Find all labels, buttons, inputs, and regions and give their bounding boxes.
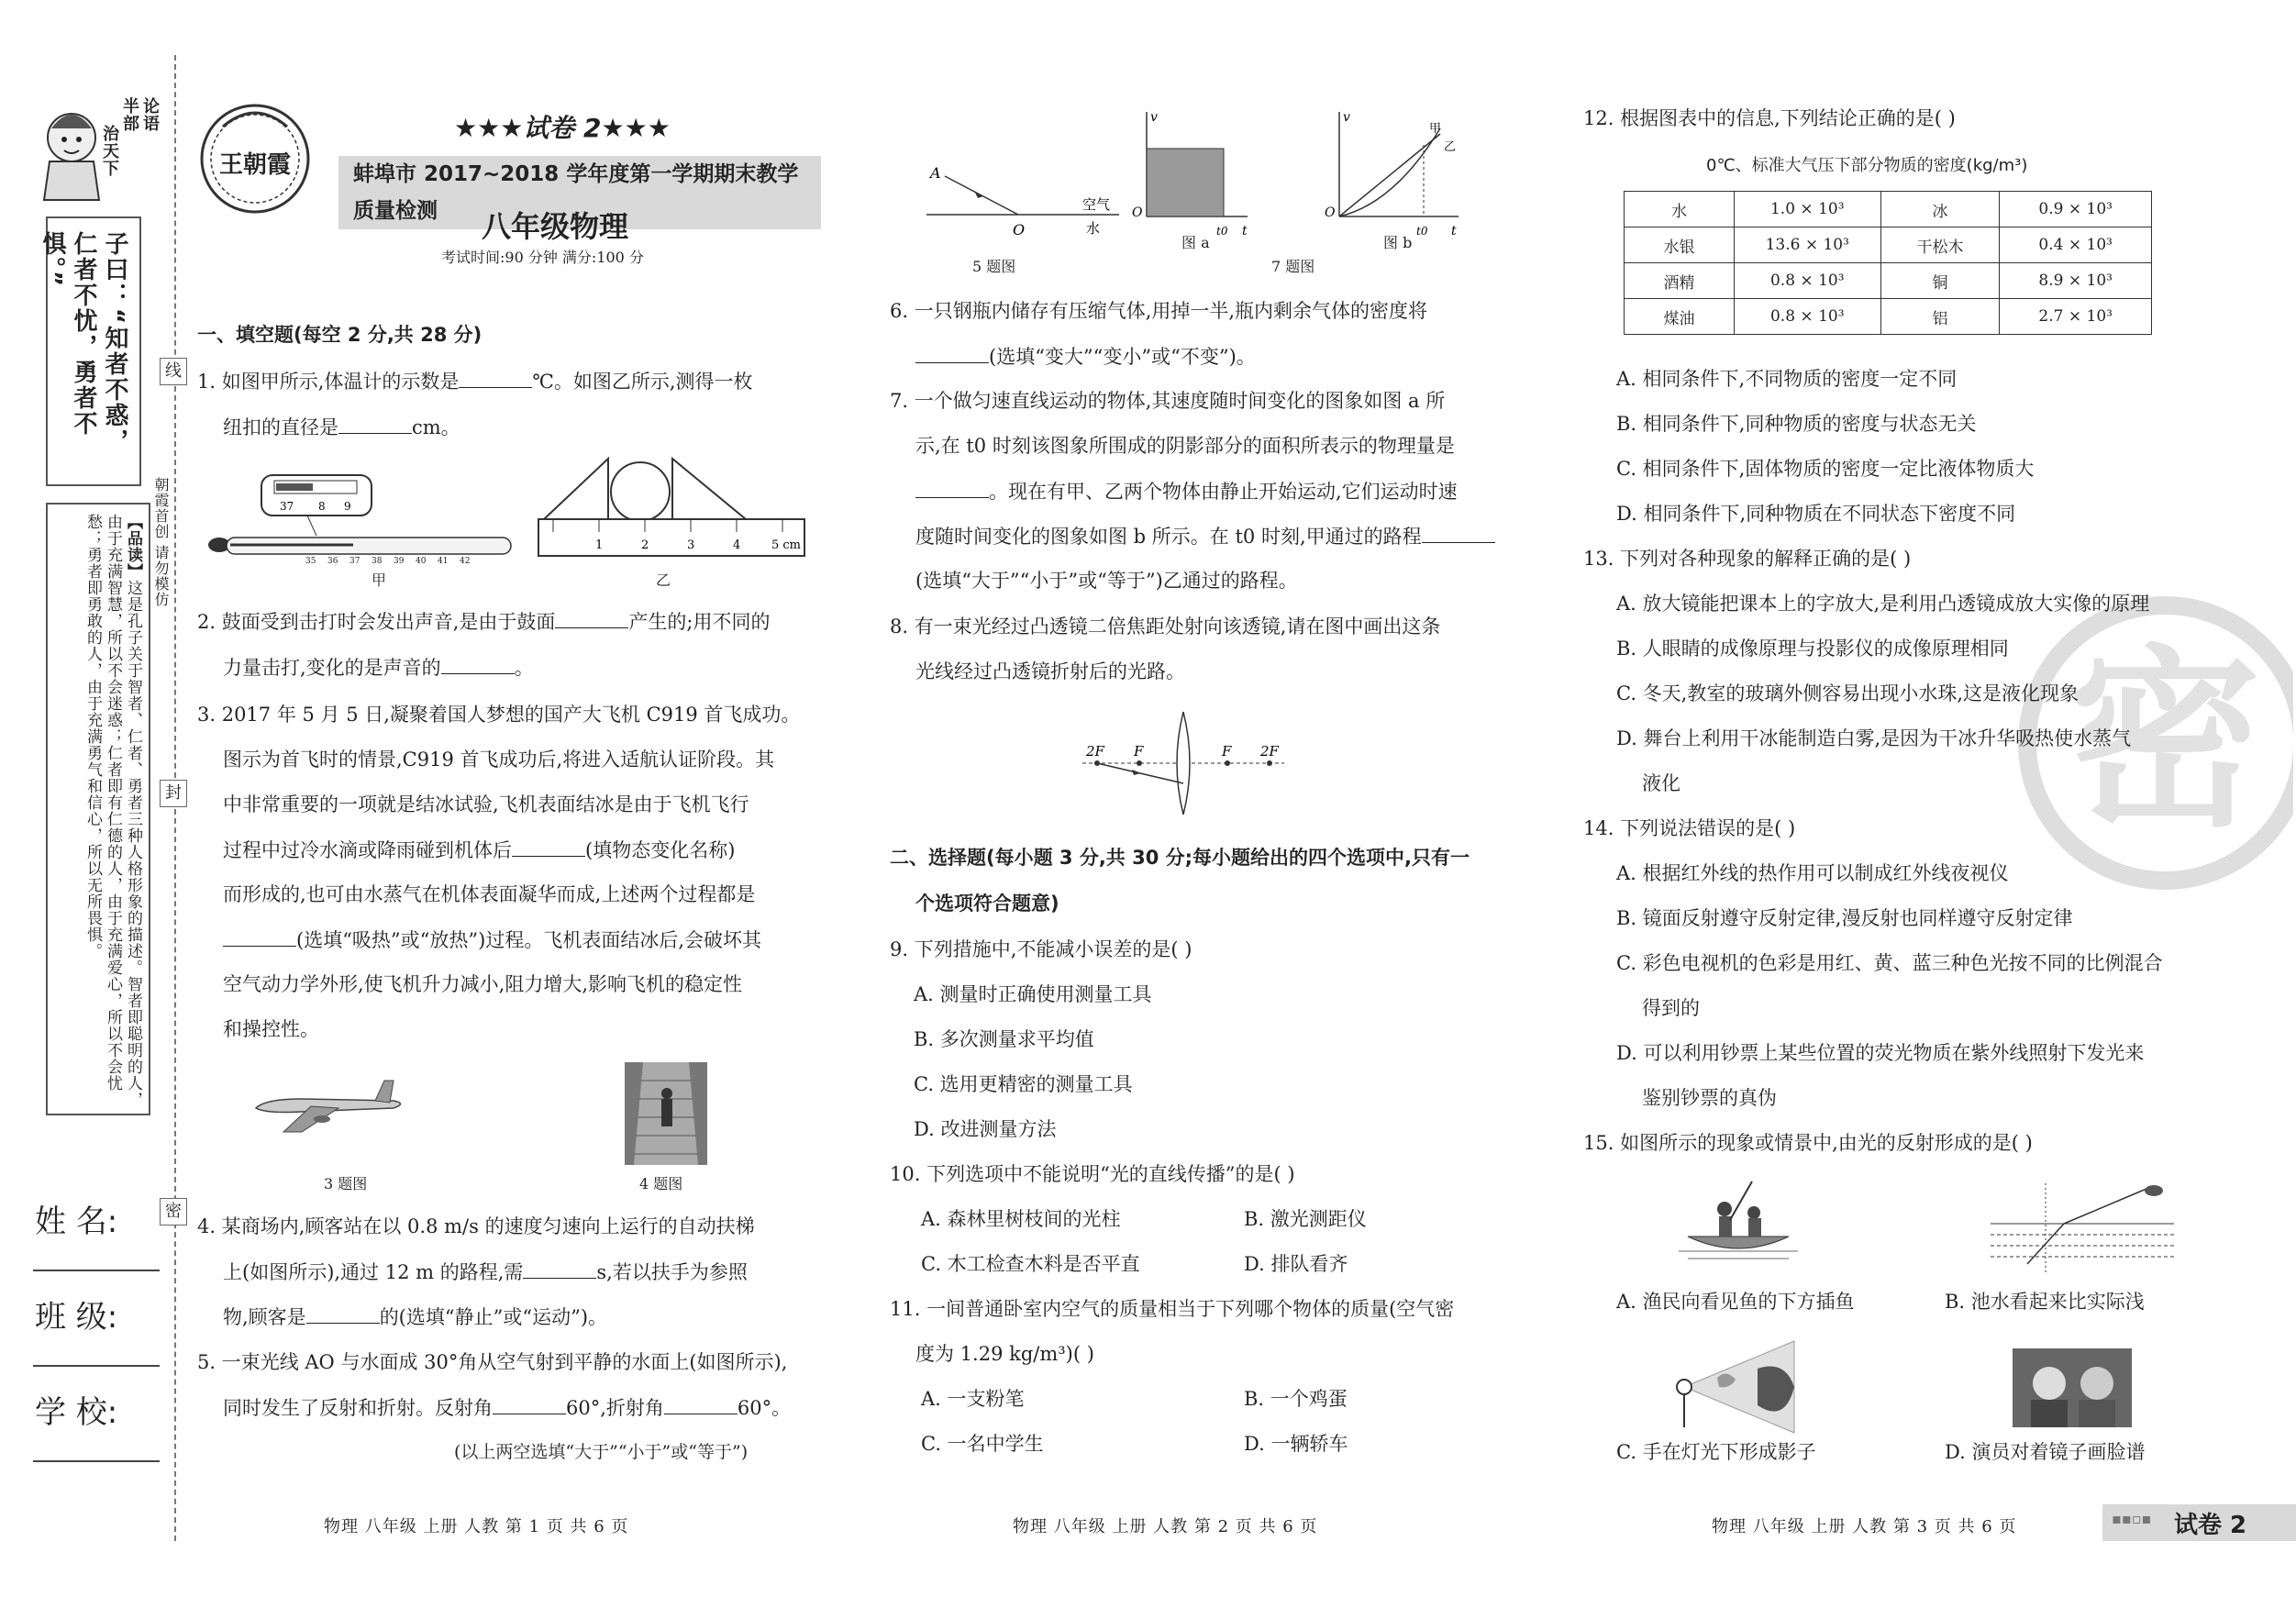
reading-box — [46, 503, 150, 1115]
airplane-image — [247, 1073, 412, 1137]
svg-text:38: 38 — [372, 557, 383, 566]
q5-note: (以上两空选填“大于”“小于”或“等于”) — [454, 1442, 749, 1462]
fig5-caption: 5 题图 — [972, 258, 1016, 275]
q14-option-d-cont: 鉴别钞票的真伪 — [1642, 1087, 1777, 1109]
hand-shadow-image — [1666, 1332, 1803, 1435]
q4-blank-2[interactable] — [306, 1303, 380, 1324]
actor-mirror-image — [2013, 1348, 2132, 1427]
table-row: 煤油 0.8 × 10³ 铝 2.7 × 10³ — [1625, 299, 2152, 335]
q11-option-d[interactable]: D. 一辆轿车 — [1244, 1433, 1348, 1455]
school-field[interactable] — [33, 1460, 160, 1462]
q14-option-c[interactable]: C. 彩色电视机的色彩是用红、黄、蓝三种色光按不同的比例混合 — [1616, 952, 2163, 974]
fig7a-vt-graph — [1128, 103, 1257, 240]
page-3-footer: 物理 八年级 上册 人教 第 3 页 共 6 页 — [1712, 1517, 2017, 1536]
page-3 — [1578, 0, 2296, 1597]
q7-blank-2[interactable] — [1422, 522, 1495, 543]
q2-line2: 力量击打,变化的是声音的 。 — [223, 653, 534, 682]
q7-line3: 。现在有甲、乙两个物体由静止开始运动,它们运动时速 — [915, 477, 1458, 505]
svg-text:v: v — [1150, 110, 1158, 125]
q14-option-b[interactable]: B. 镜面反射遵守反射定律,漫反射也同样遵守反射定律 — [1616, 907, 2073, 929]
q8-line1: 8. 有一束光经过凸透镜二倍焦距处射向该透镜,请在图中画出这条 — [890, 616, 1441, 638]
exam-info: 考试时间:90 分钟 满分:100 分 — [441, 249, 644, 266]
section-2-heading-2: 个选项符合题意) — [915, 893, 1059, 915]
q1-blank-1[interactable] — [459, 367, 532, 388]
q12-option-d[interactable]: D. 相同条件下,同种物质在不同状态下密度不同 — [1616, 503, 2016, 525]
reading-label: 【品读】 — [124, 514, 142, 580]
watermark-char: 密 — [2068, 627, 2262, 853]
q6-line1: 6. 一只钢瓶内储存有压缩气体,用掉一半,瓶内剩余气体的密度将 — [890, 300, 1428, 322]
escalator-image — [625, 1062, 707, 1165]
svg-text:39: 39 — [394, 557, 405, 566]
svg-text:v: v — [1343, 110, 1350, 125]
svg-text:41: 41 — [438, 557, 449, 566]
q12-option-a[interactable]: A. 相同条件下,不同物质的密度一定不同 — [1616, 368, 1958, 390]
q3-line1: 3. 2017 年 5 月 5 日,凝聚着国人梦想的国产大飞机 C919 首飞成功。 — [197, 704, 801, 726]
cartoon-caption-2: 论语 — [140, 97, 160, 132]
q9-option-b[interactable]: B. 多次测量求平均值 — [914, 1028, 1094, 1050]
q5-blank-1[interactable] — [493, 1393, 566, 1414]
q10-option-c[interactable]: C. 木工检查木料是否平直 — [921, 1253, 1140, 1275]
q7-line4: 度随时间变化的图象如图 b 所示。在 t0 时刻,甲通过的路程 — [915, 522, 1495, 550]
svg-text:乙: 乙 — [1444, 140, 1457, 154]
svg-text:A: A — [930, 164, 941, 182]
svg-text:t: t — [1451, 224, 1457, 238]
fig1-label-b: 乙 — [656, 571, 671, 589]
q12-option-b[interactable]: B. 相同条件下,同种物质的密度与状态无关 — [1616, 413, 1977, 435]
fig7a-label: 图 a — [1181, 234, 1210, 251]
logo-text: 王朝霞 — [218, 151, 292, 179]
section-2-heading-1: 二、选择题(每小题 3 分,共 30 分;每小题给出的四个选项中,只有一 — [890, 847, 1470, 869]
q3-line2: 图示为首飞时的情景,C919 首飞成功后,将进入适航认证阶段。其 — [223, 749, 775, 771]
q2-line1: 2. 鼓面受到击打时会发出声音,是由于鼓面 产生的;用不同的 — [197, 607, 770, 636]
paper-label: ★★★试卷 2★★★ — [454, 113, 671, 143]
svg-text:5 cm: 5 cm — [771, 538, 802, 552]
q11-stem-2: 度为 1.29 kg/m³)( ) — [915, 1343, 1094, 1365]
table-row: 酒精 0.8 × 10³ 铜 8.9 × 10³ — [1625, 263, 2152, 299]
q7-line5: (选填“大于”“小于”或“等于”)乙通过的路程。 — [915, 570, 1298, 592]
svg-text:t0: t0 — [1416, 225, 1428, 238]
svg-text:t: t — [1242, 224, 1248, 238]
q4-line1: 4. 某商场内,顾客站在以 0.8 m/s 的速度匀速向上运行的自动扶梯 — [197, 1215, 755, 1237]
page-1 — [188, 0, 821, 1597]
fig4-caption: 4 题图 — [639, 1175, 683, 1192]
q3-line5: 而形成的,也可由水蒸气在机体表面凝华而成,上述两个过程都是 — [223, 883, 756, 905]
fig3-caption: 3 题图 — [324, 1175, 368, 1192]
svg-text:36: 36 — [327, 557, 338, 566]
page-2 — [881, 0, 1523, 1597]
fig1-label-a: 甲 — [372, 571, 387, 589]
quote-box — [39, 216, 141, 486]
cartoon-caption-1: 半部 — [120, 97, 139, 132]
seal-char-feng: 封 — [160, 780, 187, 807]
page-1-footer: 物理 八年级 上册 人教 第 1 页 共 6 页 — [324, 1517, 629, 1536]
q8-line2: 光线经过凸透镜折射后的光路。 — [915, 660, 1185, 682]
name-field[interactable] — [33, 1270, 160, 1271]
q7-line2: 示,在 t0 时刻该图象所围成的阴影部分的面积所表示的物理量是 — [915, 435, 1455, 457]
svg-text:1: 1 — [595, 538, 604, 552]
section-1-heading: 一、填空题(每空 2 分,共 28 分) — [197, 324, 482, 346]
q11-option-b[interactable]: B. 一个鸡蛋 — [1244, 1388, 1348, 1410]
svg-text:37: 37 — [280, 500, 294, 513]
q15-option-d[interactable]: D. 演员对着镜子画脸谱 — [1945, 1441, 2146, 1463]
pool-refraction-image — [1991, 1183, 2174, 1275]
q13-option-d-cont: 液化 — [1642, 772, 1680, 794]
class-label: 班 级: — [35, 1299, 118, 1336]
q3-line3: 中非常重要的一项就是结冰试验,飞机表面结冰是由于飞机飞行 — [223, 793, 749, 815]
q9-stem: 9. 下列措施中,不能减小误差的是( ) — [890, 938, 1192, 960]
q15-option-c[interactable]: C. 手在灯光下形成影子 — [1616, 1441, 1816, 1463]
svg-text:37: 37 — [349, 557, 360, 566]
svg-text:35: 35 — [305, 557, 316, 566]
q13-option-d[interactable]: D. 舞台上利用干冰能制造白雾,是因为干冰升华吸热使水蒸气 — [1616, 727, 2132, 749]
q12-stem: 12. 根据图表中的信息,下列结论正确的是( ) — [1583, 107, 1956, 129]
svg-text:F: F — [1222, 743, 1232, 760]
confucius-quote: 子曰：“知者不惑，仁者不忧，勇者不惧。” — [39, 231, 128, 455]
q15-stem: 15. 如图所示的现象或情景中,由光的反射形成的是( ) — [1583, 1132, 2033, 1154]
q9-option-d[interactable]: D. 改进测量方法 — [914, 1118, 1057, 1140]
q5-blank-2[interactable] — [664, 1393, 738, 1414]
svg-text:2F: 2F — [1260, 743, 1279, 760]
corner-label: 试卷 2 — [2174, 1512, 2247, 1539]
thermometer-figure — [206, 470, 518, 571]
q14-option-d[interactable]: D. 可以利用钞票上某些位置的荧光物质在紫外线照射下发光来 — [1616, 1042, 2145, 1064]
q13-option-b[interactable]: B. 人眼睛的成像原理与投影仪的成像原理相同 — [1616, 638, 2009, 660]
table-row: 水银 13.6 × 10³ 干松木 0.4 × 10³ — [1625, 227, 2152, 263]
ruler-figure — [535, 453, 810, 563]
svg-text:9: 9 — [344, 500, 351, 513]
q2-blank-2[interactable] — [441, 653, 515, 674]
svg-text:空气: 空气 — [1082, 196, 1111, 213]
reading-text: 这是孔子关于智者、仁者、勇者三种人格形象的描述。智者即聪明的人，由于充满智慧，所以不会迷惑；仁者即有仁德的人，由于充满爱心，所以不会忧愁；勇者即勇敢的人，由于充满勇气和信心，所以无所畏惧。 — [83, 514, 142, 1108]
q1-line2: 纽扣的直径是 cm。 — [223, 413, 460, 441]
table-row: 水 1.0 × 10³ 冰 0.9 × 10³ — [1625, 192, 2152, 227]
q10-option-d[interactable]: D. 排队看齐 — [1244, 1253, 1348, 1275]
q3-line4: 过程中过冷水滴或降雨碰到机体后 (填物态变化名称) — [223, 836, 735, 864]
corner-dots-icon: ▪▪▫▪ — [2112, 1510, 2152, 1527]
school-label: 学 校: — [35, 1394, 118, 1431]
page-2-footer: 物理 八年级 上册 人教 第 2 页 共 6 页 — [1013, 1517, 1318, 1536]
q11-option-c[interactable]: C. 一名中学生 — [921, 1433, 1044, 1455]
svg-text:O: O — [1132, 205, 1143, 220]
wangzhaoxia-logo-icon — [195, 99, 315, 218]
q15-option-b[interactable]: B. 池水看起来比实际浅 — [1945, 1291, 2145, 1313]
q7-line1: 7. 一个做匀速直线运动的物体,其速度随时间变化的图象如图 a 所 — [890, 390, 1446, 412]
q10-option-b[interactable]: B. 激光测距仪 — [1244, 1208, 1367, 1230]
cartoon-caption-3: 治天下 — [100, 125, 119, 177]
svg-text:8: 8 — [318, 500, 326, 513]
fisherman-image — [1679, 1172, 1798, 1264]
q5-line1: 5. 一束光线 AO 与水面成 30°角从空气射到平静的水面上(如图所示), — [197, 1351, 788, 1373]
q13-option-c[interactable]: C. 冬天,教室的玻璃外侧容易出现小水珠,这是液化现象 — [1616, 682, 2080, 704]
svg-text:3: 3 — [687, 538, 695, 552]
q14-stem: 14. 下列说法错误的是( ) — [1583, 817, 1796, 839]
copyright-note: 朝霞首创 请勿模仿 — [152, 477, 170, 608]
binding-sidebar — [0, 0, 174, 1597]
svg-text:水: 水 — [1086, 220, 1101, 237]
fig7-caption: 7 题图 — [1271, 258, 1315, 275]
q1-line1: 1. 如图甲所示,体温计的示数是 ℃。如图乙所示,测得一枚 — [197, 367, 753, 395]
q6-line2: (选填“变大”“变小”或“不变”)。 — [915, 342, 1256, 371]
q3-blank-2[interactable] — [223, 926, 296, 947]
svg-text:4: 4 — [733, 538, 741, 552]
fig8-lens-diagram[interactable] — [1073, 706, 1293, 816]
q3-line6: (选填“吸热”或“放热”)过程。飞机表面结冰后,会破坏其 — [223, 926, 761, 954]
q3-line7: 空气动力学外形,使飞机升力减小,阻力增大,影响飞机的稳定性 — [223, 973, 743, 995]
svg-text:2F: 2F — [1086, 743, 1104, 760]
q9-option-c[interactable]: C. 选用更精密的测量工具 — [914, 1073, 1133, 1095]
q10-option-a[interactable]: A. 森林里树枝间的光柱 — [921, 1208, 1121, 1230]
subject-title: 八年级物理 — [482, 209, 629, 244]
q11-stem-1: 11. 一间普通卧室内空气的质量相当于下列哪个物体的质量(空气密 — [890, 1298, 1455, 1320]
svg-text:2: 2 — [641, 538, 649, 552]
name-label: 姓 名: — [35, 1203, 118, 1240]
fig7b-vt-graph — [1321, 103, 1468, 240]
q9-option-a[interactable]: A. 测量时正确使用测量工具 — [914, 983, 1152, 1005]
q4-line3: 物,顾客是 的(选填“静止”或“运动”)。 — [223, 1303, 607, 1331]
density-table — [1624, 191, 2152, 335]
svg-text:O: O — [1325, 205, 1336, 220]
fig7b-label: 图 b — [1383, 234, 1413, 251]
q5-line2: 同时发生了反射和折射。反射角 60°,折射角 60°。 — [223, 1393, 791, 1422]
q1-blank-2[interactable] — [338, 413, 412, 434]
corner-label-bar — [2102, 1504, 2296, 1541]
class-field[interactable] — [33, 1365, 160, 1367]
q3-line8: 和操控性。 — [223, 1018, 319, 1040]
density-table-title: 0℃、标准大气压下部分物质的密度(kg/m³) — [1706, 156, 2028, 175]
q13-stem: 13. 下列对各种现象的解释正确的是( ) — [1583, 548, 1912, 570]
svg-text:甲: 甲 — [1429, 122, 1442, 136]
q2-blank-1[interactable] — [555, 607, 628, 628]
svg-text:t0: t0 — [1216, 225, 1228, 238]
svg-text:O: O — [1013, 221, 1026, 238]
svg-text:F: F — [1134, 743, 1144, 760]
q4-blank-1[interactable] — [523, 1258, 596, 1279]
seal-char-xian: 线 — [160, 358, 187, 385]
svg-text:42: 42 — [460, 557, 471, 566]
q14-option-c-cont: 得到的 — [1642, 997, 1700, 1019]
q13-option-a[interactable]: A. 放大镜能把课本上的字放大,是利用凸透镜成放大实像的原理 — [1616, 593, 2150, 615]
q6-blank[interactable] — [915, 342, 989, 363]
q4-line2: 上(如图所示),通过 12 m 的路程,需 s,若以扶手为参照 — [223, 1258, 748, 1286]
q12-option-c[interactable]: C. 相同条件下,固体物质的密度一定比液体物质大 — [1616, 458, 2035, 480]
q3-blank-1[interactable] — [512, 836, 585, 857]
q7-blank-1[interactable] — [915, 477, 989, 498]
reading-note — [83, 514, 143, 1110]
q14-option-a[interactable]: A. 根据红外线的热作用可以制成红外线夜视仪 — [1616, 862, 2009, 884]
svg-text:40: 40 — [416, 557, 427, 566]
q10-stem: 10. 下列选项中不能说明“光的直线传播”的是( ) — [890, 1163, 1295, 1185]
q15-option-a[interactable]: A. 渔民向看见鱼的下方插鱼 — [1616, 1291, 1855, 1313]
q11-option-a[interactable]: A. 一支粉笔 — [921, 1388, 1025, 1410]
seal-char-mi: 密 — [160, 1198, 187, 1225]
fig5-light-diagram — [917, 156, 1128, 238]
exam-title: 蚌埠市 2017~2018 学年度第一学期期末教学质量检测 — [338, 156, 821, 229]
